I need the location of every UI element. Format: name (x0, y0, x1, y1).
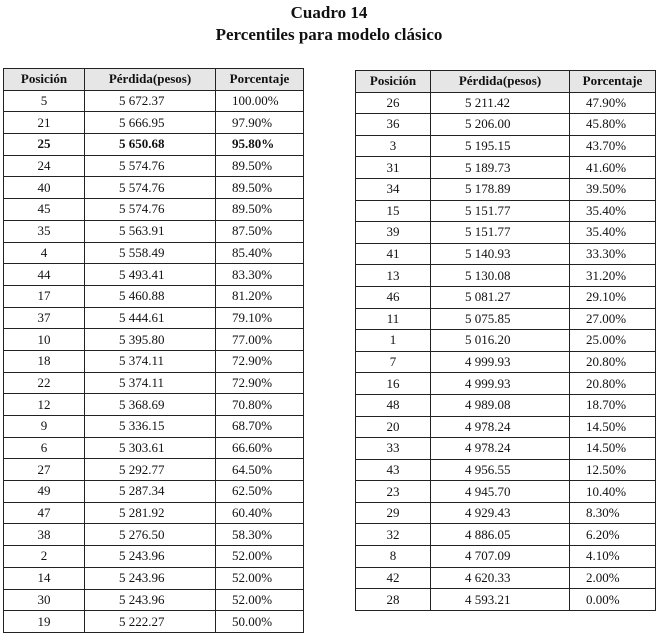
percent-cell: 100.00% (216, 90, 304, 112)
position-cell: 2 (4, 546, 85, 568)
percentile-table-right (355, 70, 656, 611)
position-cell: 32 (356, 524, 431, 546)
loss-cell: 5 666.95 (85, 112, 216, 134)
loss-cell: 5 016.20 (431, 330, 570, 352)
header-percent: Porcentaje (570, 71, 656, 93)
loss-cell: 5 558.49 (85, 242, 216, 264)
table-row (356, 502, 656, 524)
table-row (356, 330, 656, 352)
table-row (4, 611, 304, 633)
table-row (4, 134, 304, 156)
loss-cell: 4 999.93 (431, 351, 570, 373)
position-cell: 47 (4, 502, 85, 524)
table-caption-title: Percentiles para modelo clásico (215, 25, 443, 44)
percent-cell: 20.80% (570, 373, 656, 395)
percent-cell: 27.00% (570, 308, 656, 330)
position-cell: 13 (356, 265, 431, 287)
position-cell: 12 (4, 394, 85, 416)
percentile-table-left (3, 68, 304, 633)
position-cell: 28 (356, 589, 431, 611)
percent-cell: 85.40% (216, 242, 304, 264)
loss-cell: 5 374.11 (85, 350, 216, 372)
loss-cell: 5 374.11 (85, 372, 216, 394)
header-row (4, 69, 304, 91)
table-row (4, 220, 304, 242)
table-row (4, 350, 304, 372)
percent-cell: 18.70% (570, 394, 656, 416)
position-cell: 33 (356, 438, 431, 460)
percent-cell: 83.30% (216, 264, 304, 286)
percent-cell: 8.30% (570, 502, 656, 524)
position-cell: 26 (356, 92, 431, 114)
position-cell: 46 (356, 286, 431, 308)
position-cell: 21 (4, 112, 85, 134)
loss-cell: 5 140.93 (431, 243, 570, 265)
table-row (4, 307, 304, 329)
position-cell: 10 (4, 329, 85, 351)
position-cell: 27 (4, 459, 85, 481)
position-cell: 37 (4, 307, 85, 329)
loss-cell: 4 978.24 (431, 438, 570, 460)
position-cell: 22 (4, 372, 85, 394)
position-cell: 3 (356, 135, 431, 157)
percent-cell: 58.30% (216, 524, 304, 546)
position-cell: 31 (356, 157, 431, 179)
loss-cell: 4 707.09 (431, 546, 570, 568)
loss-cell: 5 493.41 (85, 264, 216, 286)
position-cell: 6 (4, 437, 85, 459)
position-cell: 14 (4, 567, 85, 589)
percent-cell: 45.80% (570, 114, 656, 136)
position-cell: 24 (4, 155, 85, 177)
loss-cell: 5 292.77 (85, 459, 216, 481)
position-cell: 25 (4, 134, 85, 156)
percent-cell: 52.00% (216, 567, 304, 589)
position-cell: 44 (4, 264, 85, 286)
loss-cell: 5 336.15 (85, 416, 216, 438)
position-cell: 34 (356, 178, 431, 200)
table-row (4, 112, 304, 134)
percent-cell: 10.40% (570, 481, 656, 503)
table-row (4, 567, 304, 589)
table-row (356, 589, 656, 611)
table-row (356, 286, 656, 308)
position-cell: 29 (356, 502, 431, 524)
position-cell: 30 (4, 589, 85, 611)
percent-cell: 25.00% (570, 330, 656, 352)
loss-cell: 4 945.70 (431, 481, 570, 503)
position-cell: 19 (4, 611, 85, 633)
loss-cell: 5 574.76 (85, 155, 216, 177)
table-row (4, 285, 304, 307)
position-cell: 43 (356, 459, 431, 481)
position-cell: 36 (356, 114, 431, 136)
position-cell: 4 (4, 242, 85, 264)
loss-cell: 5 151.77 (431, 222, 570, 244)
position-cell: 42 (356, 567, 431, 589)
percent-cell: 81.20% (216, 285, 304, 307)
loss-cell: 4 929.43 (431, 502, 570, 524)
position-cell: 11 (356, 308, 431, 330)
loss-cell: 5 672.37 (85, 90, 216, 112)
table-body-left (4, 90, 304, 632)
table-row (4, 502, 304, 524)
position-cell: 17 (4, 285, 85, 307)
loss-cell: 5 368.69 (85, 394, 216, 416)
loss-cell: 5 574.76 (85, 177, 216, 199)
table-row (356, 135, 656, 157)
table-row (4, 372, 304, 394)
table-body-right (356, 92, 656, 610)
position-cell: 9 (4, 416, 85, 438)
table-row (4, 155, 304, 177)
table-caption-number: Cuadro 14 (290, 3, 368, 22)
loss-cell: 5 189.73 (431, 157, 570, 179)
table-row (356, 92, 656, 114)
table-row (4, 177, 304, 199)
table-row (356, 394, 656, 416)
header-position: Posición (4, 69, 85, 91)
table-row (4, 199, 304, 221)
table-row (356, 481, 656, 503)
percent-cell: 43.70% (570, 135, 656, 157)
loss-cell: 5 075.85 (431, 308, 570, 330)
percent-cell: 20.80% (570, 351, 656, 373)
loss-cell: 5 563.91 (85, 220, 216, 242)
percent-cell: 64.50% (216, 459, 304, 481)
percent-cell: 33.30% (570, 243, 656, 265)
table-row (356, 157, 656, 179)
loss-cell: 5 460.88 (85, 285, 216, 307)
loss-cell: 5 081.27 (431, 286, 570, 308)
position-cell: 1 (356, 330, 431, 352)
loss-cell: 5 276.50 (85, 524, 216, 546)
percent-cell: 52.00% (216, 546, 304, 568)
position-cell: 41 (356, 243, 431, 265)
percent-cell: 35.40% (570, 200, 656, 222)
table-row (4, 459, 304, 481)
table-row (4, 481, 304, 503)
position-cell: 49 (4, 481, 85, 503)
table-row (356, 524, 656, 546)
percent-cell: 47.90% (570, 92, 656, 114)
loss-cell: 5 281.92 (85, 502, 216, 524)
table-row (356, 243, 656, 265)
position-cell: 23 (356, 481, 431, 503)
position-cell: 5 (4, 90, 85, 112)
percent-cell: 89.50% (216, 155, 304, 177)
percent-cell: 52.00% (216, 589, 304, 611)
percent-cell: 70.80% (216, 394, 304, 416)
table-row (356, 459, 656, 481)
header-loss: Pérdida(pesos) (85, 69, 216, 91)
percent-cell: 72.90% (216, 350, 304, 372)
table-row (356, 178, 656, 200)
percent-cell: 68.70% (216, 416, 304, 438)
position-cell: 38 (4, 524, 85, 546)
loss-cell: 5 303.61 (85, 437, 216, 459)
table-row (4, 242, 304, 264)
loss-cell: 4 593.21 (431, 589, 570, 611)
percent-cell: 87.50% (216, 220, 304, 242)
percent-cell: 12.50% (570, 459, 656, 481)
table-row (4, 589, 304, 611)
position-cell: 45 (4, 199, 85, 221)
percent-cell: 66.60% (216, 437, 304, 459)
percent-cell: 31.20% (570, 265, 656, 287)
percent-cell: 0.00% (570, 589, 656, 611)
table-row (356, 351, 656, 373)
percent-cell: 2.00% (570, 567, 656, 589)
table-row (356, 546, 656, 568)
loss-cell: 5 206.00 (431, 114, 570, 136)
percent-cell: 97.90% (216, 112, 304, 134)
percent-cell: 4.10% (570, 546, 656, 568)
table-row (356, 265, 656, 287)
table-row (356, 416, 656, 438)
table-row (4, 416, 304, 438)
table-row (356, 438, 656, 460)
loss-cell: 5 650.68 (85, 134, 216, 156)
loss-cell: 5 195.15 (431, 135, 570, 157)
loss-cell: 5 211.42 (431, 92, 570, 114)
percent-cell: 39.50% (570, 178, 656, 200)
position-cell: 39 (356, 222, 431, 244)
loss-cell: 4 999.93 (431, 373, 570, 395)
table-row (4, 524, 304, 546)
loss-cell: 5 395.80 (85, 329, 216, 351)
percent-cell: 29.10% (570, 286, 656, 308)
table-row (356, 222, 656, 244)
loss-cell: 5 222.27 (85, 611, 216, 633)
loss-cell: 5 243.96 (85, 589, 216, 611)
percent-cell: 41.60% (570, 157, 656, 179)
loss-cell: 5 243.96 (85, 546, 216, 568)
loss-cell: 4 989.08 (431, 394, 570, 416)
table-row (4, 90, 304, 112)
percent-cell: 14.50% (570, 438, 656, 460)
percent-cell: 77.00% (216, 329, 304, 351)
position-cell: 18 (4, 350, 85, 372)
table-row (356, 373, 656, 395)
percent-cell: 35.40% (570, 222, 656, 244)
header-percent: Porcentaje (216, 69, 304, 91)
header-position: Posición (356, 71, 431, 93)
loss-cell: 5 130.08 (431, 265, 570, 287)
loss-cell: 4 886.05 (431, 524, 570, 546)
percent-cell: 72.90% (216, 372, 304, 394)
loss-cell: 5 151.77 (431, 200, 570, 222)
loss-cell: 4 978.24 (431, 416, 570, 438)
loss-cell: 4 620.33 (431, 567, 570, 589)
table-row (4, 264, 304, 286)
loss-cell: 5 287.34 (85, 481, 216, 503)
position-cell: 40 (4, 177, 85, 199)
position-cell: 48 (356, 394, 431, 416)
header-loss: Pérdida(pesos) (431, 71, 570, 93)
table-row (4, 546, 304, 568)
table-row (4, 329, 304, 351)
percent-cell: 95.80% (216, 134, 304, 156)
loss-cell: 5 444.61 (85, 307, 216, 329)
table-row (356, 567, 656, 589)
loss-cell: 4 956.55 (431, 459, 570, 481)
position-cell: 7 (356, 351, 431, 373)
loss-cell: 5 243.96 (85, 567, 216, 589)
header-row (356, 71, 656, 93)
percent-cell: 60.40% (216, 502, 304, 524)
percent-cell: 6.20% (570, 524, 656, 546)
percent-cell: 89.50% (216, 199, 304, 221)
percent-cell: 50.00% (216, 611, 304, 633)
table-row (356, 200, 656, 222)
table-row (356, 114, 656, 136)
position-cell: 20 (356, 416, 431, 438)
loss-cell: 5 574.76 (85, 199, 216, 221)
table-row (356, 308, 656, 330)
position-cell: 35 (4, 220, 85, 242)
table-row (4, 437, 304, 459)
percent-cell: 89.50% (216, 177, 304, 199)
position-cell: 16 (356, 373, 431, 395)
title-block (0, 2, 658, 46)
loss-cell: 5 178.89 (431, 178, 570, 200)
table-row (4, 394, 304, 416)
position-cell: 15 (356, 200, 431, 222)
percent-cell: 14.50% (570, 416, 656, 438)
percent-cell: 62.50% (216, 481, 304, 503)
percent-cell: 79.10% (216, 307, 304, 329)
position-cell: 8 (356, 546, 431, 568)
